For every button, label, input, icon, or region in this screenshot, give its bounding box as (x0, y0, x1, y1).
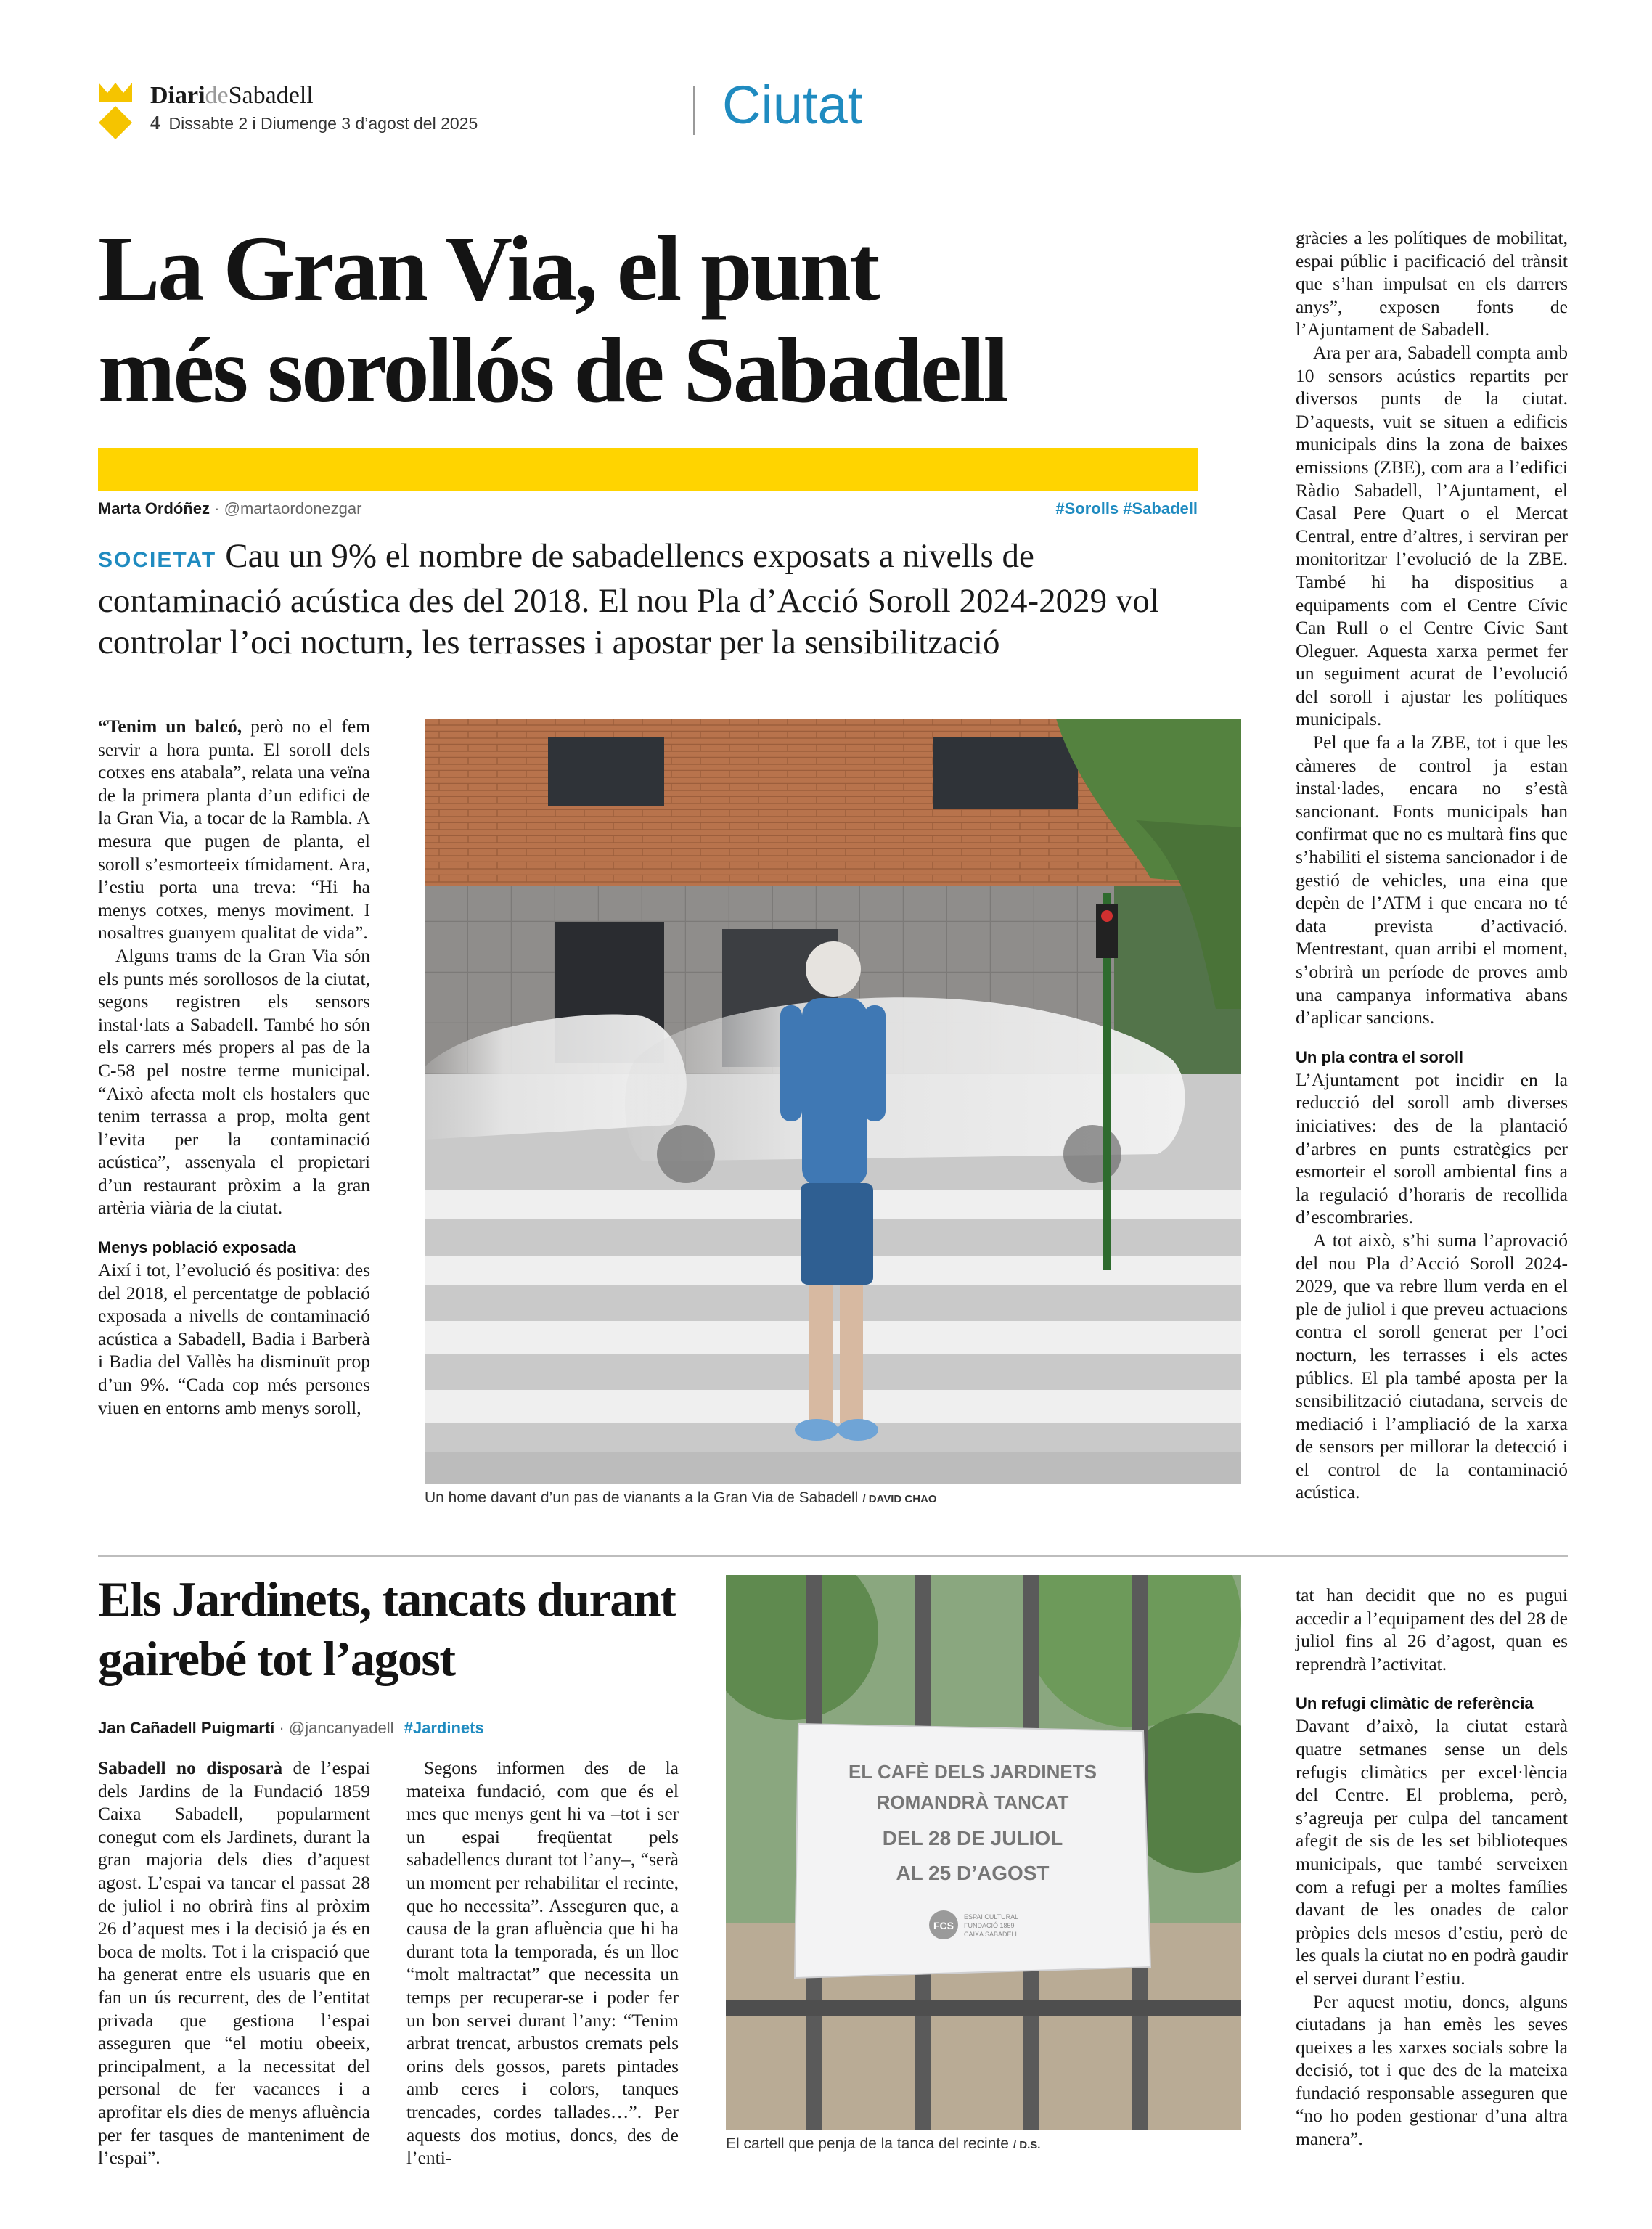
sign-logo-text-3: CAIXA SABADELL (964, 1931, 1019, 1938)
sign-logo-text-2: FUNDACIÓ 1859 (964, 1922, 1015, 1929)
main-column-3 (1296, 226, 1568, 1504)
main-headline-line-1: La Gran Via, el punt (98, 217, 878, 320)
brand-sabadell: Sabadell (228, 82, 314, 109)
gran-via-photo (425, 719, 1241, 1484)
page-number: 4 (150, 112, 160, 134)
jardinets-photo (726, 1575, 1241, 2130)
main-col3-paragraph-1: gràcies a les polítiques de mobilitat, espai públic i pacificació del trànsit que s’han impulsat en els darrers anys”, exposen fonts de l’Ajuntament de Sabadell. (1296, 227, 1568, 340)
brand-diari: Diari (150, 82, 205, 109)
standfirst-text: Cau un 9% el nombre de sabadellencs exposats a nivells de contaminació acústica des del 2018. El nou Pla d’Acció Soroll 2024-2029 vol controlar l’oci nocturn, les terrasses i apostar per la sensibilització (98, 537, 1159, 661)
kicker-label: SOCIETAT (98, 548, 217, 572)
second-hashtags[interactable]: #Jardinets (404, 1719, 484, 1737)
diari-logo-icon (96, 80, 135, 139)
main-headline (98, 218, 1216, 421)
newspaper-brand[interactable] (150, 81, 314, 110)
second-col1-text: de l’espai dels Jardins de la Fundació 1859 Caixa Sabadell, popularment conegut com els Jardinets, durant la gran majoria dels dies d’aquest agost. L’espai va tancar el passat 28 de juliol i no obrirà fins al pròxim 26 d’aquest mes i la decisió ja és en boca de molts. Tot i la crispació que ha generat entre els usuaris que en fan un ús recurrent, des de l’entitat privada que gestiona l’espai asseguren que “el motiu obeeix, principalment, a la necessitat del personal de fer vacances i a aprofitar els dies de menys afluència per fer tasques de manteniment de l’espai”. (98, 1757, 370, 2169)
main-col3-paragraph-2: Ara per ara, Sabadell compta amb 10 sensors acústics repartits per diversos punts de la ciutat. D’aquests, vuit se situen a edificis municipals dins la zona de baixes emissions (ZBE), com ara a l’edifici Ràdio Sabadell, l’Ajuntament, el Casal Pere Quart o el Mercat Central, entre d’altres, i serviran per monitoritzar l’evolució de la ZBE. També hi ha dispositius a equipaments com el Centre Cívic Can Rull o el Centre Cívic Sant Oleguer. Aquesta xarxa permet fer un seguiment acurat de l’evolució del soroll i ajustar les polítiques municipals. (1296, 341, 1568, 730)
second-column-3 (1296, 1584, 1568, 2151)
main-byline: Marta Ordóñez · @martaordonezgar (98, 499, 362, 518)
section-title[interactable]: Ciutat (722, 75, 863, 135)
second-column-2 (406, 1756, 679, 2169)
second-headline-line-2: gairebé tot l’agost (98, 1631, 455, 1686)
main-col1-paragraph-3: Així i tot, l’evolució és positiva: des del 2018, el percentatge de població exposada a nivells de contaminació acústica a Sabadell, Badia i Barberà i Badia del Vallès ha disminuït prop d’un 9%. “Cada cop més persones viuen en entorns amb menys soroll, (98, 1259, 370, 1418)
main-author-handle[interactable]: @martaordonezgar (224, 499, 362, 518)
section-divider (693, 86, 695, 135)
brand-de: de (205, 82, 229, 109)
main-photo-caption (425, 1489, 937, 1507)
second-col3-paragraph-1: tat han decidit que no es pugui accedir a l’equipament des del 28 de juliol fins al 26 d’agost, quan es reprendrà l’activitat. (1296, 1584, 1568, 1674)
second-headline (98, 1569, 700, 1688)
sign-line-2: ROMANDRÀ TANCAT (876, 1791, 1069, 1813)
second-col3-paragraph-3: Per aquest motiu, doncs, alguns ciutadans ja han emès les seves queixes a les xarxes socials sobre la decisió, tot i que des de la mateixa fundació responsable asseguren que “no ho poden gestionar d’una altra manera”. (1296, 1990, 1568, 2150)
main-col1-p1-text: però no el fem servir a hora punta. El soroll dels cotxes ens atabala”, relata una veïna de la primera planta d’un edifici de la Gran Via, a tocar de la Rambla. A mesura que pugen de planta, el soroll s’esmorteeix tímidament. Ara, l’estiu porta una treva: “Hi ha menys cotxes, menys moviment. I nosaltres guanyem qualitat de vida”. (98, 716, 370, 944)
main-col1-lead: “Tenim un balcó, (98, 716, 242, 737)
main-column-1 (98, 715, 370, 1419)
main-standfirst (98, 536, 1201, 663)
jardinets-photo-caption (726, 2135, 1040, 2153)
second-author-handle[interactable]: @jancanyadell (288, 1719, 394, 1737)
second-col3-subhead: Un refugi climàtic de referència (1296, 1694, 1534, 1713)
sign-logo-text-1: ESPAI CULTURAL (964, 1913, 1019, 1921)
sign-line-3: DEL 28 DE JULIOL (882, 1827, 1063, 1849)
main-hashtags[interactable]: #Sorolls #Sabadell (1055, 499, 1198, 518)
second-byline: Jan Cañadell Puigmartí · @jancanyadell #Jardinets (98, 1719, 484, 1737)
headline-highlight-bar (98, 448, 1198, 491)
second-col2-paragraph: Segons informen des de la mateixa fundació, com que és el mes que menys gent hi va –tot i ser un espai freqüentat pels sabadellencs durant tot l’any–, “serà un moment per rehabilitar el recinte, que ho necessita”. Asseguren que, a causa de la gran afluència que hi ha durant tota la temporada, és un lloc “molt maltractat” que necessita un temps per recuperar-se i poder fer un bon servei durant l’any: “Tenim arbrat trencat, arbustos cremats pels orins dels gossos, parets pintades amb ceres i colors, tanques trencades, cordes tallades…”. Per aquests dos motius, doncs, des de l’enti- (406, 1757, 679, 2169)
main-col1-paragraph-2: Alguns trams de la Gran Via són els punts més sorollosos de la ciutat, segons registren els sensors instal·lats a Sabadell. També ho són els carrers més propers al pas de la C-58 pel nostre terme municipal. “Això afecta molt els hostalers que tenim terrassa a prop, molta gent l’evita per la contaminació acústica”, assenyala el propietari d’un restaurant pròxim a la gran artèria viària de la ciutat. (98, 944, 370, 1219)
main-author: Marta Ordóñez (98, 499, 210, 518)
main-col1-subhead: Menys població exposada (98, 1238, 296, 1257)
main-headline-line-2: més sorollós de Sabadell (98, 319, 1007, 422)
issue-date: Dissabte 2 i Diumenge 3 d’agost del 2025 (168, 114, 478, 133)
main-col1-paragraph-1 (98, 715, 370, 944)
main-tags (1043, 499, 1198, 518)
second-column-1 (98, 1756, 370, 2169)
second-headline-line-1: Els Jardinets, tancats durant (98, 1571, 676, 1627)
main-col3-paragraph-5: A tot això, s’hi suma l’aprovació del nou Pla d’Acció Soroll 2024-2029, que va rebre llum verda en el ple de juliol i que preveu actuacions contra el soroll generat per l’oci nocturn, les terrasses i els actes públics. El pla també aposta per la sensibilització ciutadana, serveis de mediació i l’ampliació de la xarxa de sensors per millorar la detecció i el control de la contaminació acústica. (1296, 1229, 1568, 1503)
second-author: Jan Cañadell Puigmartí (98, 1719, 275, 1737)
sign-logo-letters: FCS (933, 1920, 954, 1931)
sign-line-1: EL CAFÈ DELS JARDINETS (849, 1761, 1097, 1783)
jardinets-caption-text: El cartell que penja de la tanca del recinte (726, 2135, 1009, 2152)
article-divider (98, 1555, 1568, 1557)
page-info (150, 112, 478, 134)
second-col3-paragraph-2: Davant d’això, la ciutat estarà quatre setmanes sense un dels refugis climàtics per excel·lència del Centre. El problema, però, s’agreuja per culpa del tancament afegit de sis de les set biblioteques municipals, que també serveixen com a refugi per a moltes famílies davant de les onades de calor pròpies dels mesos d’estiu, però de les quals la ciutat no en podrà gaudir el servei durant l’estiu. (1296, 1715, 1568, 1989)
main-col3-subhead: Un pla contra el soroll (1296, 1047, 1464, 1066)
jardinets-photo-credit: / D.S. (1013, 2139, 1041, 2151)
sign-line-4: AL 25 D’AGOST (896, 1862, 1050, 1884)
main-photo-credit: / DAVID CHAO (862, 1493, 937, 1505)
second-col1-paragraph (98, 1756, 370, 2169)
main-col3-paragraph-4: L’Ajuntament pot incidir en la reducció del soroll amb diverses iniciatives: des de la plantació d’arbres en punts estratègics per esmorteir el soroll ambiental fins a la regulació d’horaris de recollida d’escombraries. (1296, 1068, 1568, 1228)
second-col1-lead: Sabadell no disposarà (98, 1757, 283, 1778)
main-photo-caption-text: Un home davant d’un pas de vianants a la Gran Via de Sabadell (425, 1489, 859, 1506)
main-col3-paragraph-3: Pel que fa a la ZBE, tot i que les càmeres de control ja estan instal·lades, encara no s’està sancionant. Fonts municipals han confirmat que no es multarà fins que s’habiliti el sistema sancionador i de gestió de vehicles, una eina que depèn de l’ATM i que encara no té data prevista d’activació. Mentrestant, quan arribi el moment, s’obrirà un període de proves amb una campanya informativa abans d’aplicar sancions. (1296, 732, 1568, 1028)
